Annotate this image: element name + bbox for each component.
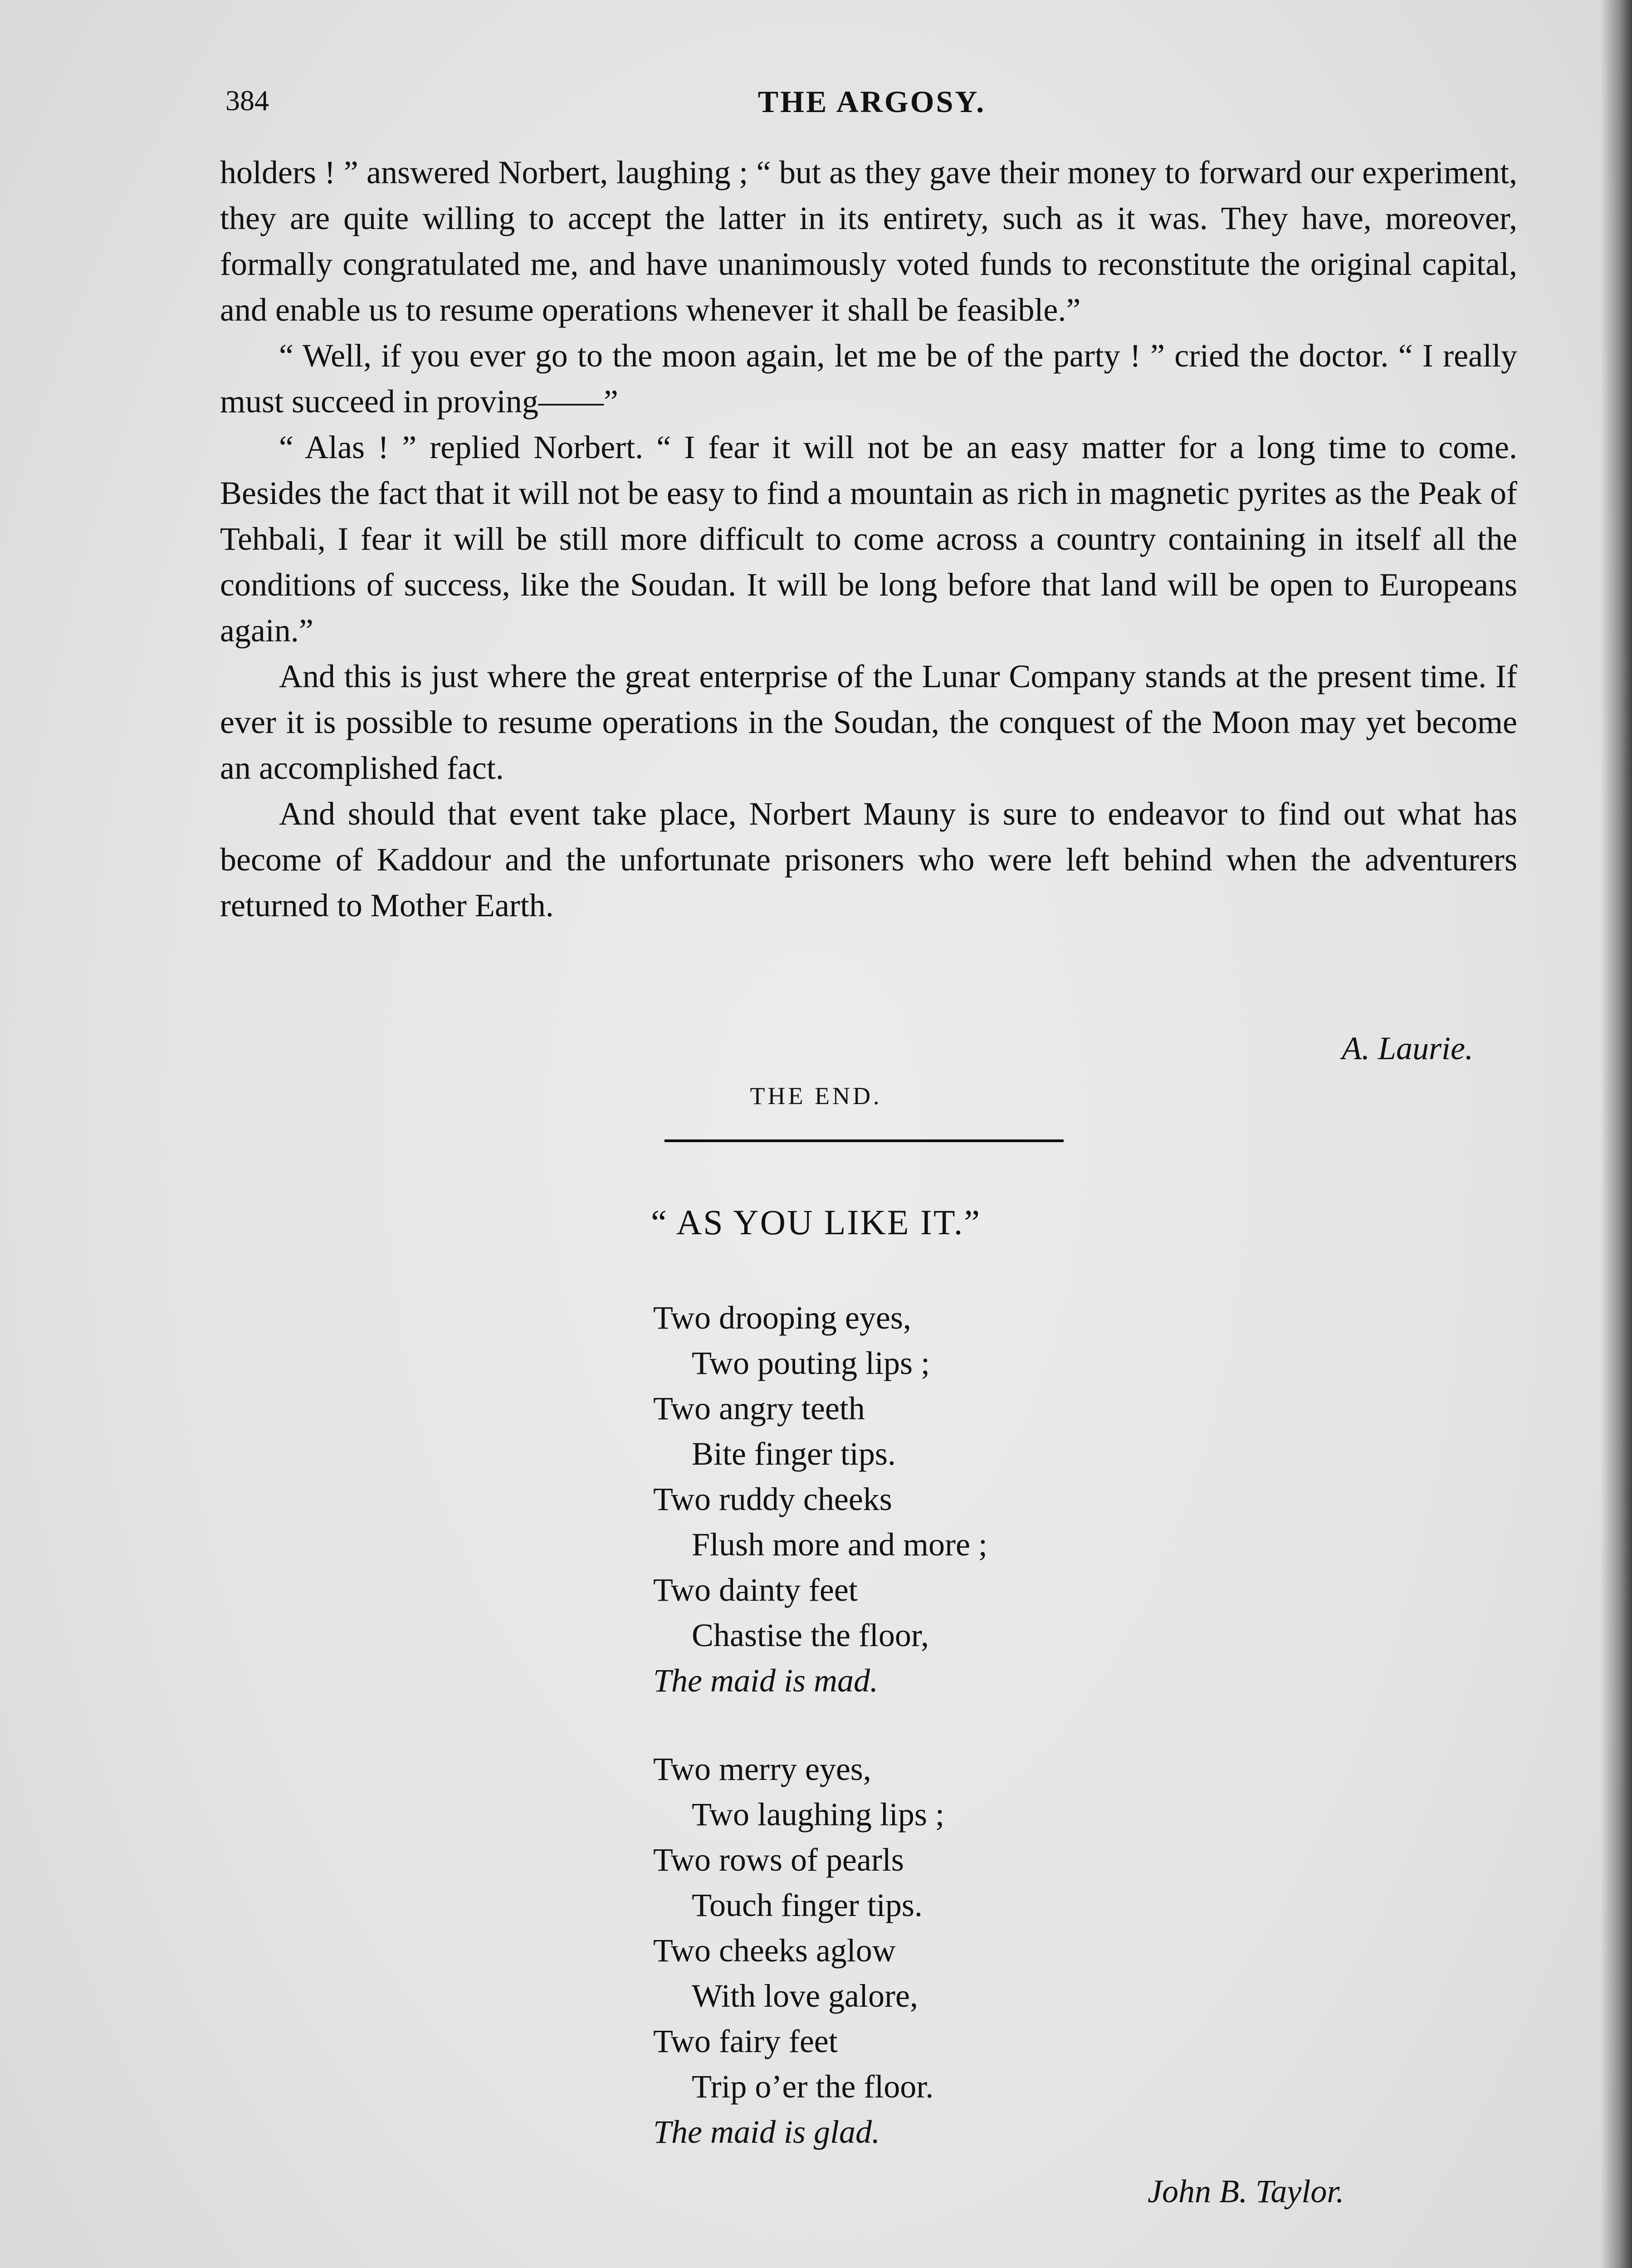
poem-line: Two cheeks aglow [653,1932,896,1969]
poem-line: Flush more and more ; [692,1526,987,1563]
poem-closing-line: The maid is glad. [653,2114,880,2150]
paragraph: “ Alas ! ” replied Norbert. “ I fear it will not be an easy matter for a long time to come. Besides the fact that it will not be easy to find a mountain as rich in magnetic pyrites as the Peak of Tehbali, I fear it will be still more difficult to come across a country containing in itself all the conditions of success, like the Soudan. It will be long before that land will be open to Europeans again.” [220,429,1517,649]
poem-closing-line: The maid is mad. [653,1662,879,1699]
page-number: 384 [225,84,269,117]
running-head: THE ARGOSY. [757,84,986,119]
paragraph: And should that event take place, Norbert Mauny is sure to endeavor to find out what has become of Kaddour and the unfortunate prisoners who were left behind when the adventurers returned to Mother Earth. [220,796,1517,924]
page-header [225,84,1518,129]
the-end-label: THE END. [750,1082,882,1110]
poem-line: With love galore, [692,1978,918,2014]
poem-line: Two laughing lips ; [692,1796,944,1833]
poem-author-signature: John B. Taylor. [1148,2173,1344,2209]
poem-line: Two fairy feet [653,2023,838,2059]
poem-stanza [653,1746,1379,2155]
poem-line: Two ruddy cheeks [653,1481,892,1517]
poem-line: Touch finger tips. [692,1887,923,1923]
section-divider [665,1139,1064,1142]
paragraph: holders ! ” answered Norbert, laughing ; “ but as they gave their money to forward our experiment, they are quite willing to accept the latter in its entirety, such as it was. They have, moreover, formally congratulated me, and have unanimously voted funds to reconstitute the original capital, and enable us to resume operations whenever it shall be feasible.” [220,154,1517,328]
page-gutter-shadow [1600,0,1632,2268]
poem-line: Two dainty feet [653,1572,858,1608]
story-text [220,150,1517,929]
paragraph: “ Well, if you ever go to the moon again, let me be of the party ! ” cried the doctor. “ I really must succeed in proving——” [220,337,1517,420]
poem-line: Two angry teeth [653,1390,865,1427]
story-author-signature: A. Laurie. [1341,1030,1473,1066]
poem-title: “ AS YOU LIKE IT.” [651,1202,981,1242]
poem-line: Two rows of pearls [653,1842,904,1878]
poem-line: Chastise the floor, [692,1617,929,1653]
paragraph: And this is just where the great enterprise of the Lunar Company stands at the present time. If ever it is possible to resume operations in the Soudan, the conquest of the Moon may yet become an accomplished fact. [220,658,1517,786]
poem-stanza [653,1295,1379,1703]
poem-line: Two drooping eyes, [653,1300,911,1336]
poem-line: Trip o’er the floor. [692,2068,934,2105]
poem-line: Two pouting lips ; [692,1345,930,1381]
poem-line: Two merry eyes, [653,1751,871,1787]
poem-line: Bite finger tips. [692,1436,896,1472]
